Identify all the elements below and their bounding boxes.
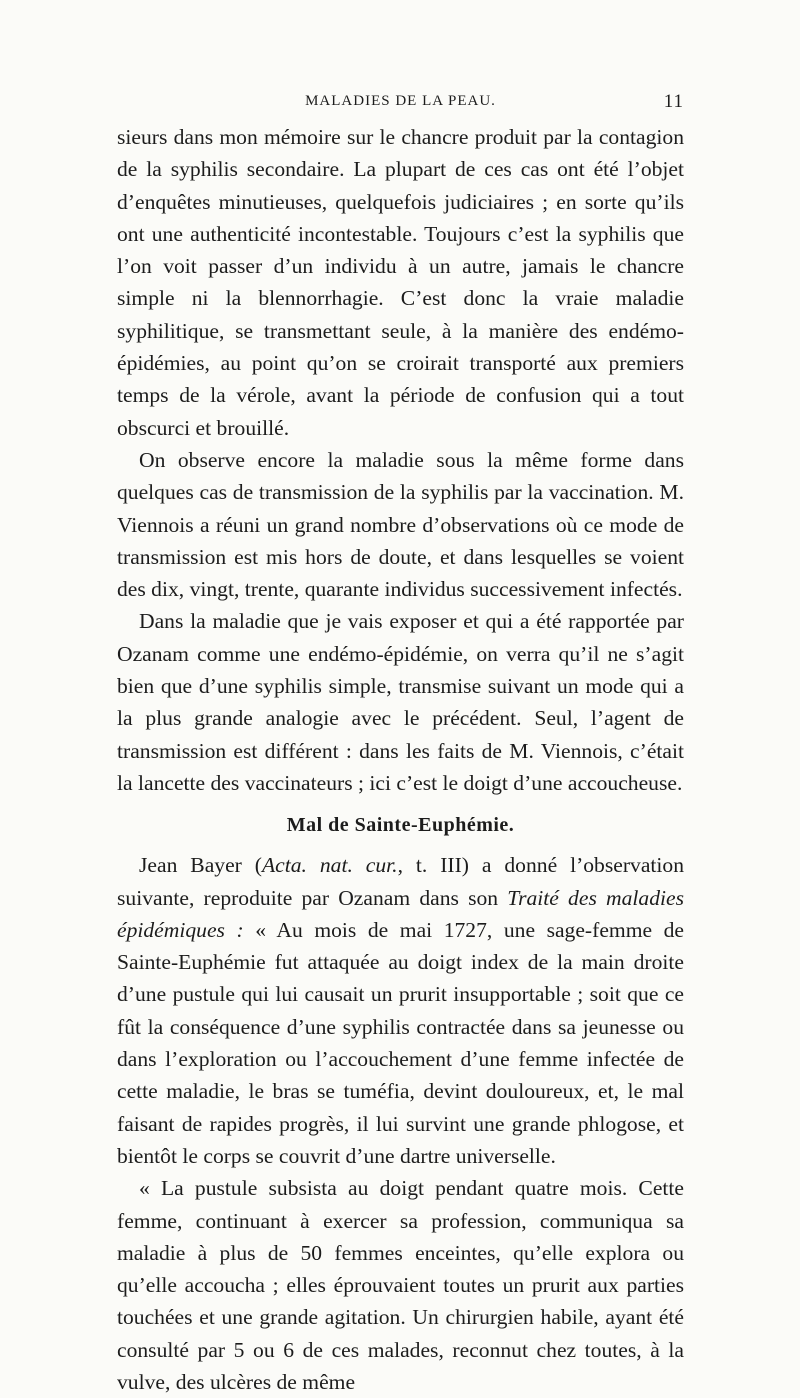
running-title: MALADIES DE LA PEAU. — [305, 93, 496, 109]
body-text — [117, 121, 684, 1398]
citation-acta: Acta. nat. cur. — [261, 853, 398, 878]
page-number: 11 — [663, 91, 684, 112]
text-run: Jean Bayer ( — [139, 853, 262, 878]
citation-traite: Traité des maladies épidémiques : — [117, 885, 684, 942]
section-heading: Mal de Sainte-Euphémie. — [286, 814, 515, 837]
paragraph-continued: sieurs dans mon mémoire sur le chancre produit par la contagion de la syphilis secondaire. La plupart de ces cas ont été l’objet d’enquêtes minutieuses, quelquefois judiciaires ; en sorte qu’ils ont une authenticité incontestable. Toujours c’est la syphilis que l’on voit passer d’un individu à un autre, jamais le chancre simple ni la blennorrhagie. C’est donc la vraie maladie syphilitique, se transmettant seule, à la manière des endémo-épidémies, au point qu’on se croirait transporté aux premiers temps de la vérole, avant la période de confusion qui a tout obscurci et brouillé. — [117, 125, 684, 440]
running-header — [117, 91, 684, 115]
paragraph-ozanam: Dans la maladie que je vais exposer et qui a été rapportée par Ozanam comme une endémo-épidémie, on verra qu’il ne s’agit bien que d’une syphilis simple, transmise suivant un mode qui a la plus grande analogie avec le précédent. Seul, l’agent de transmission est différent : dans les faits de M. Viennois, c’était la lancette des vaccinateurs ; ici c’est le doigt d’une accoucheuse. — [117, 609, 684, 795]
text-run: « Au mois de mai 1727, une sage-femme de Sainte-Euphémie fut attaquée au doigt index de la main droite d’une pustule qui lui causait un prurit insupportable ; soit que ce fût la conséquence d’une syphilis contractée dans sa jeunesse ou dans l’exploration ou l’accouchement d’une femme infectée de cette maladie, le bras se tuméfia, devint douloureux, et, le mal faisant de rapides progrès, il lui survint une grande phlogose, et bientôt le corps se couvrit d’une dartre universelle. — [117, 917, 685, 1168]
paragraph-vaccination: On observe encore la maladie sous la même forme dans quelques cas de transmission de la syphilis par la vaccination. M. Viennois a réuni un grand nombre d’observations où ce mode de transmission est mis hors de doute, et dans lesquelles se voient des dix, vingt, trente, quarante individus successivement infectés. — [117, 447, 684, 602]
text-run: , t. III) a donné l’observation suivante, reproduite par Ozanam dans son — [117, 853, 685, 910]
paragraph-jean-bayer — [117, 849, 684, 1172]
paragraph-pustule: « La pustule subsista au doigt pendant quatre mois. Cette femme, continuant à exercer sa profession, communiqua sa maladie à plus de 50 femmes enceintes, qu’elle explora ou qu’elle accoucha ; elles éprouvaient toutes un prurit aux parties touchées et une grande agitation. Un chirurgien habile, ayant été consulté par 5 ou 6 de ces malades, reconnut chez toutes, à la vulve, des ulcères de même — [117, 1176, 684, 1394]
